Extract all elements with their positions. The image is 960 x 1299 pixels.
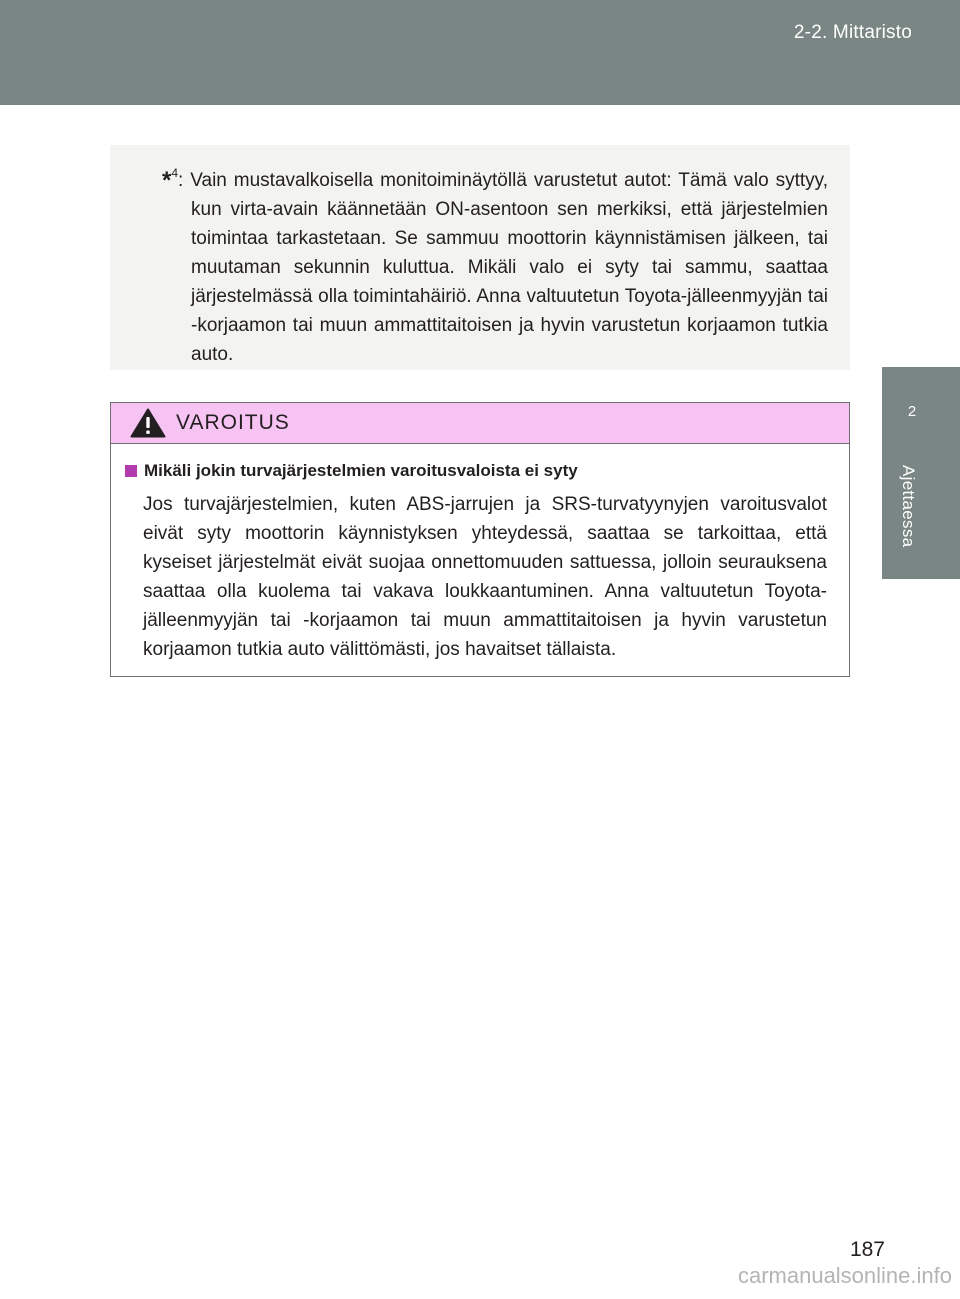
warning-subheading	[125, 461, 827, 481]
chapter-side-tab	[882, 367, 960, 579]
warning-text: Jos turvajärjestelmien, kuten ABS-jarrujen ja SRS-turvatyynyjen varoitusvalot eivät syty moottorin käynnistyksen yhteydessä, saattaa se tarkoittaa, että kyseiset järjestelmät eivät suojaa onnettomuuden sattuessa, jolloin seurauksena saattaa olla kuolema tai vakava loukkaantuminen. Anna valtuutetun Toyota-jälleenmyyjän tai -korjaamon tai muun ammattitaitoisen ja hyvin varustetun korjaamon tutkia auto välittömästi, jos havaitset tällaista.	[143, 494, 827, 660]
watermark: carmanualsonline.info	[737, 1263, 952, 1288]
warning-box	[110, 402, 850, 677]
warning-triangle-icon	[130, 408, 166, 438]
square-bullet-icon	[125, 465, 137, 477]
warning-header	[111, 403, 849, 444]
warning-subheading-text: Mikäli jokin turvajärjestelmien varoitusvaloista ei syty	[144, 461, 578, 480]
warning-title: VAROITUS	[176, 411, 290, 434]
footnote-text	[162, 159, 828, 369]
footnote-box	[110, 145, 850, 370]
page-number: 187	[849, 1238, 885, 1261]
chapter-number: 2	[907, 403, 917, 420]
warning-body	[111, 444, 849, 664]
section-title: 2-2. Mittaristo	[793, 22, 912, 43]
chapter-label: Ajettaessa	[899, 465, 918, 548]
header-band	[0, 0, 960, 105]
footnote-number: 4	[171, 166, 179, 180]
footnote-marker: *	[162, 167, 172, 194]
footnote-body: : Vain mustavalkoisella monitoiminäytöllä varustetut autot: Tämä valo syttyy, kun virta-avain käännetään ON-asentoon sen merkiksi, että järjestelmien toimintaa tarkastetaan. Se sammuu moottorin käynnistämisen jälkeen, tai muutaman sekunnin kuluttua. Mikäli valo ei syty tai sammu, saattaa järjestelmässä olla toimintahäiriö. Anna valtuutetun Toyota-jälleenmyyjän tai -korjaamon tai muun ammattitaitoisen ja hyvin varustetun korjaamon tutkia auto.	[178, 170, 828, 365]
